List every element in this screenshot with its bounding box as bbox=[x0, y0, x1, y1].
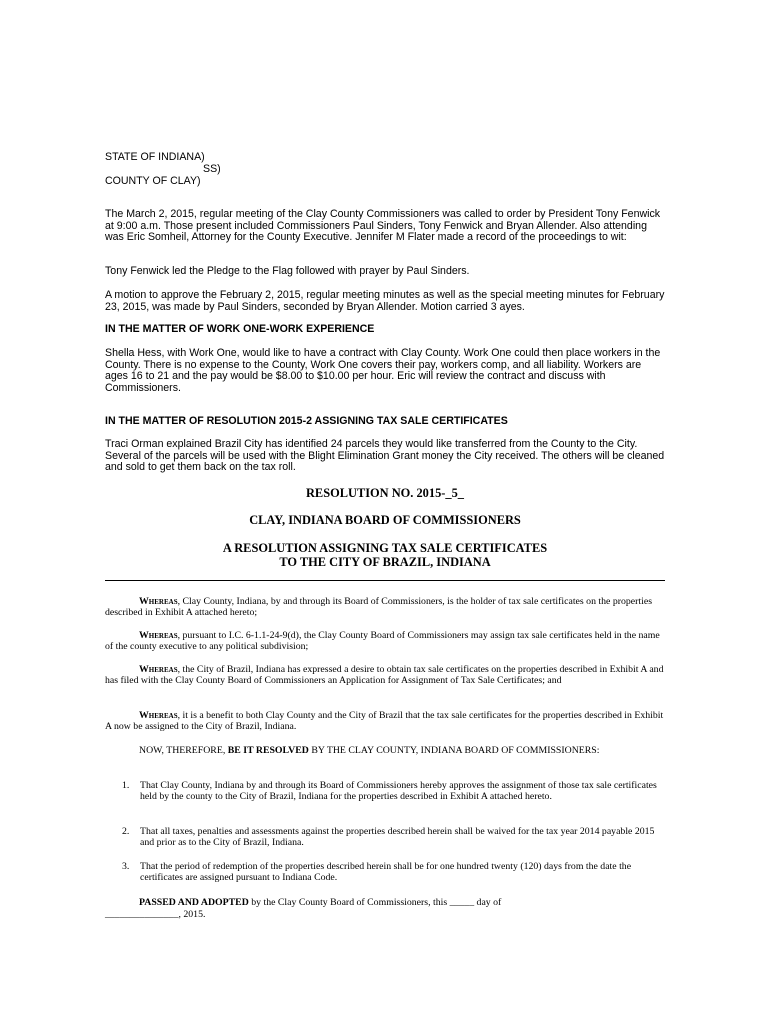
item-number: 3. bbox=[122, 861, 130, 872]
resolution-title-line2: TO THE CITY OF BRAZIL, INDIANA bbox=[279, 555, 491, 569]
caption-state: STATE OF INDIANA) bbox=[105, 151, 205, 163]
item-number: 2. bbox=[122, 826, 130, 837]
item-number: 1. bbox=[122, 780, 130, 791]
resolved-suffix: BY THE CLAY COUNTY, INDIANA BOARD OF COMMISSIONERS: bbox=[308, 745, 600, 756]
item-text: That the period of redemption of the properties described herein shall be for one hundred twenty (120) days from the date the certificates are assigned pursuant to Indiana Code. bbox=[140, 861, 632, 884]
work-one-paragraph: Shella Hess, with Work One, would like to have a contract with Clay County. Work One could then place workers in the County. There is no expense to the County, Work One covers their pay, workers comp, and all liability. Workers are ages 16 to 21 and the pay would be $8.00 to $10.00 per hour. Eric will review the contract and discuss with Commissioners. bbox=[105, 347, 661, 394]
minutes-pledge-paragraph: Tony Fenwick led the Pledge to the Flag followed with prayer by Paul Sinders. bbox=[105, 265, 470, 277]
whereas-word: Whereas bbox=[139, 664, 178, 675]
minutes-opening-paragraph: The March 2, 2015, regular meeting of the Clay County Commissioners was called to order by President Tony Fenwick at 9:00 a.m. Those present included Commissioners Paul Sinders, Tony Fenwick and Bryan Allender. Also attending was Eric Somheil, Attorney for the County Executive. Jennifer M Flater made a record of the proceedings to wit: bbox=[105, 208, 661, 244]
item-text: That Clay County, Indiana by and through its Board of Commissioners hereby approves the assignment of those tax sale certificates held by the county to the City of Brazil, Indiana for the properties described in Exhibit A attached hereto. bbox=[140, 780, 657, 803]
caption-ss: SS) bbox=[203, 163, 221, 175]
passed-date-line: _______________, 2015. bbox=[105, 909, 206, 920]
whereas-text: , pursuant to I.C. 6-1.1-24-9(d), the Clay County Board of Commissioners may assign tax sale certificates held in the name of the county executive to any political subdivision; bbox=[105, 630, 660, 653]
whereas-text: , the City of Brazil, Indiana has expressed a desire to obtain tax sale certificates on the properties described in Exhibit A and has filed with the Clay County Board of Commissioners an Application for Assignment of Tax Sale Certificates; and bbox=[105, 664, 664, 687]
resolved-prefix: NOW, THEREFORE, bbox=[139, 745, 228, 756]
resolution-board-title: CLAY, INDIANA BOARD OF COMMISSIONERS bbox=[249, 513, 521, 527]
whereas-clause-3 bbox=[105, 664, 665, 687]
resolved-clause bbox=[105, 745, 665, 756]
brazil-parcels-paragraph: Traci Orman explained Brazil City has identified 24 parcels they would like transferred from the County to the City. Several of the parcels will be used with the Blight Elimination Grant money the City received. The others will be cleaned and sold to get them back on the tax roll. bbox=[105, 438, 665, 474]
whereas-clause-1 bbox=[105, 596, 665, 619]
whereas-clause-4 bbox=[105, 710, 665, 733]
whereas-text: , it is a benefit to both Clay County and the City of Brazil that the tax sale certificates for the properties described in Exhibit A now be assigned to the City of Brazil, Indiana. bbox=[105, 710, 664, 733]
resolution-number-value: _5_ bbox=[445, 486, 464, 500]
whereas-text: , Clay County, Indiana, by and through its Board of Commissioners, is the holder of tax sale certificates on the properties described in Exhibit A attached hereto; bbox=[105, 596, 653, 619]
whereas-word: Whereas bbox=[139, 710, 178, 721]
passed-bold: PASSED AND ADOPTED bbox=[139, 897, 249, 908]
whereas-clause-2 bbox=[105, 630, 665, 653]
passed-text: by the Clay County Board of Commissioners, this _____ day of bbox=[248, 897, 502, 908]
resolution-title-line1: A RESOLUTION ASSIGNING TAX SALE CERTIFICATES bbox=[222, 541, 548, 555]
resolution-number bbox=[105, 486, 665, 500]
title-divider bbox=[105, 580, 665, 581]
minutes-approval-paragraph: A motion to approve the February 2, 2015, regular meeting minutes as well as the special meeting minutes for February 23, 2015, was made by Paul Sinders, seconded by Bryan Allender. Motion carried 3 ayes. bbox=[105, 289, 665, 313]
resolution-number-label: RESOLUTION NO. 2015- bbox=[305, 486, 446, 500]
passed-adopted-clause bbox=[105, 897, 665, 908]
section-heading-resolution: IN THE MATTER OF RESOLUTION 2015-2 ASSIGNING TAX SALE CERTIFICATES bbox=[105, 415, 508, 427]
whereas-word: Whereas bbox=[139, 596, 178, 607]
whereas-word: Whereas bbox=[139, 630, 178, 641]
resolved-bold: BE IT RESOLVED bbox=[227, 745, 309, 756]
caption-county: COUNTY OF CLAY) bbox=[105, 175, 201, 187]
section-heading-work-one: IN THE MATTER OF WORK ONE-WORK EXPERIENCE bbox=[105, 323, 375, 335]
item-text: That all taxes, penalties and assessments against the properties described herein shall be waived for the tax year 2014 payable 2015 and prior as to the City of Brazil, Indiana. bbox=[140, 826, 655, 849]
